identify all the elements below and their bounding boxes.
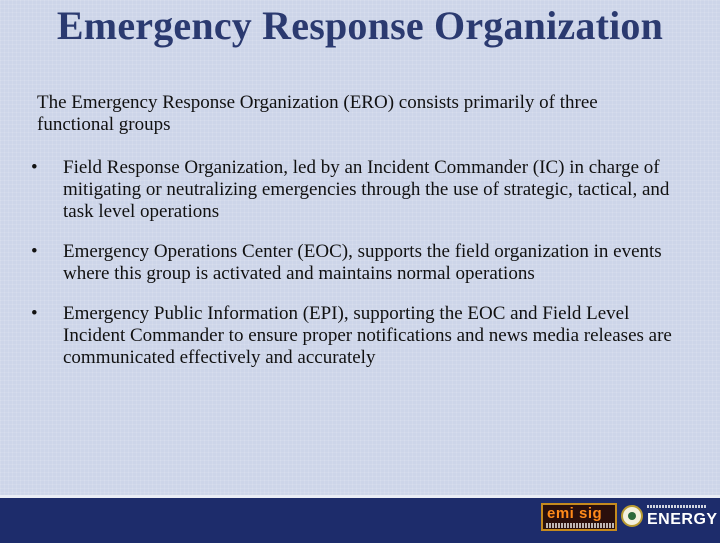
emi-sig-wordmark: emi sig [547,505,603,522]
bullet-list [28,157,688,369]
bullet-text: Emergency Operations Center (EOC), supports the field organization in events where this group is activated and maintains normal operations [63,241,662,284]
emi-sig-logo [541,503,617,531]
intro-paragraph: The Emergency Response Organization (ERO) consists primarily of three functional groups [37,92,598,135]
bullet-text: Field Response Organization, led by an Incident Commander (IC) in charge of mitigating or neutralizing emergencies through the use of strategic, tactical, and task level operations [63,157,670,222]
slide-title: Emergency Response Organization [56,3,664,48]
emi-sig-subtitle-mark [546,523,614,528]
doe-seal-icon [621,505,643,527]
bullet-icon: • [31,303,38,324]
bullet-item-eoc [28,241,688,285]
doe-energy-wordmark: ENERGY [647,511,718,528]
bullet-icon: • [31,157,38,178]
bullet-text: Emergency Public Information (EPI), supporting the EOC and Field Level Incident Commander to ensure proper notifications and news media releases are communicated effectively and accurately [63,303,672,368]
bullet-icon: • [31,241,38,262]
bullet-item-epi [28,303,688,369]
doe-energy-logo [621,503,718,531]
doe-department-mark [647,505,707,508]
bullet-item-field-response [28,157,688,223]
